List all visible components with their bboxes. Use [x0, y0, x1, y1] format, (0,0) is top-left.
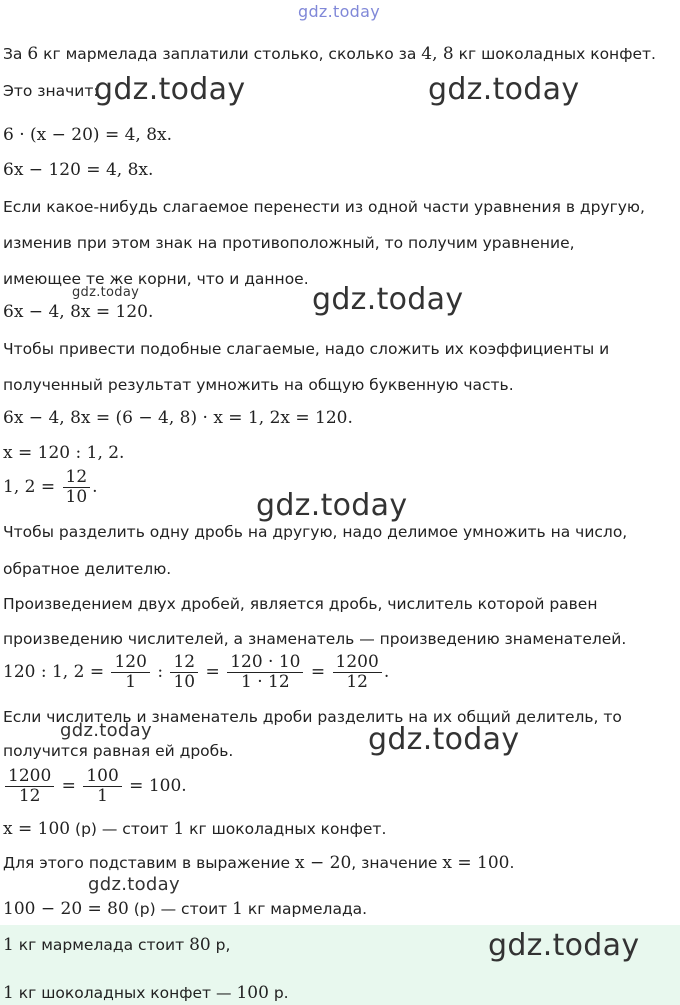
- equation-6: 1, 2 = $\frac{12}{10}$ .: [3, 467, 98, 507]
- watermark-1: gdz.today: [94, 72, 246, 107]
- equation-5: x = 120 : 1, 2.: [3, 443, 125, 463]
- equation-1: 6 · (x − 20) = 4, 8x.: [3, 125, 173, 145]
- rule-text-6: Чтобы разделить одну дробь на другую, надо делимое умножить на число,: [3, 523, 628, 541]
- rule-text-9: произведению числителей, а знаменатель — произведению знаменателей.: [3, 630, 627, 648]
- substitute-text: Для этого подставим в выражение x − 20, значение x = 100.: [3, 853, 515, 873]
- rule-text-7: обратное делителю.: [3, 560, 172, 578]
- fraction: $\frac{1200}{12}$: [333, 653, 382, 692]
- rule-text-1: Если какое-нибудь слагаемое перенести из одной части уравнения в другую,: [3, 198, 645, 216]
- watermark-3: gdz.today: [72, 285, 140, 300]
- equation-7: 120 : 1, 2 = $\frac{120}{1}$ : $\frac{12}{10}$ = $\frac{120 \cdot 10}{1 \cdot 12}$ = $\frac{1200}{12}$ .: [3, 652, 390, 692]
- equation-4: 6x − 4, 8x = (6 − 4, 8) · x = 1, 2x = 120.: [3, 408, 353, 428]
- answer-line-1: 1 кг мармелада стоит 80 р,: [3, 935, 231, 955]
- rule-text-10: Если числитель и знаменатель дроби разделить на их общий делитель, то: [3, 708, 622, 726]
- watermark-6: gdz.today: [60, 720, 152, 741]
- fraction: $\frac{100}{1}$: [83, 767, 121, 806]
- equation-3: 6x − 4, 8x = 120.: [3, 302, 154, 322]
- rule-text-11: получится равная ей дробь.: [3, 742, 234, 760]
- rule-text-5: полученный результат умножить на общую буквенную часть.: [3, 376, 514, 394]
- watermark-4: gdz.today: [312, 282, 464, 317]
- equation-2: 6x − 120 = 4, 8x.: [3, 160, 154, 180]
- fraction: $\frac{12}{10}$: [170, 653, 198, 692]
- watermark-2: gdz.today: [428, 72, 580, 107]
- rule-text-8: Произведением двух дробей, является дробь, числитель которой равен: [3, 595, 598, 613]
- intro-text: Это значит:: [3, 82, 99, 100]
- watermark-8: gdz.today: [88, 874, 180, 895]
- watermark-7: gdz.today: [368, 722, 520, 757]
- answer-line-2: 1 кг шоколадных конфет — 100 р.: [3, 983, 289, 1003]
- result-text-2: 100 − 20 = 80 (р) — стоит 1 кг мармелада.: [3, 899, 368, 919]
- fraction: $\frac{12}{10}$: [63, 468, 91, 507]
- fraction: $\frac{120}{1}$: [111, 653, 149, 692]
- watermark-5: gdz.today: [256, 488, 408, 523]
- rule-text-4: Чтобы привести подобные слагаемые, надо сложить их коэффициенты и: [3, 340, 610, 358]
- fraction: $\frac{120 \cdot 10}{1 \cdot 12}$: [227, 653, 303, 692]
- rule-text-3: имеющее те же корни, что и данное.: [3, 270, 309, 288]
- result-text-1: x = 100 (р) — стоит 1 кг шоколадных конфет.: [3, 819, 387, 839]
- watermark-9: gdz.today: [488, 928, 640, 963]
- problem-statement: За 6 кг мармелада заплатили столько, сколько за 4, 8 кг шоколадных конфет.: [3, 44, 656, 64]
- watermark-top: gdz.today: [298, 2, 380, 21]
- equation-8: $\frac{1200}{12}$ = $\frac{100}{1}$ = 100.: [3, 767, 187, 806]
- rule-text-2: изменив при этом знак на противоположный, то получим уравнение,: [3, 234, 575, 252]
- fraction: $\frac{1200}{12}$: [5, 767, 54, 806]
